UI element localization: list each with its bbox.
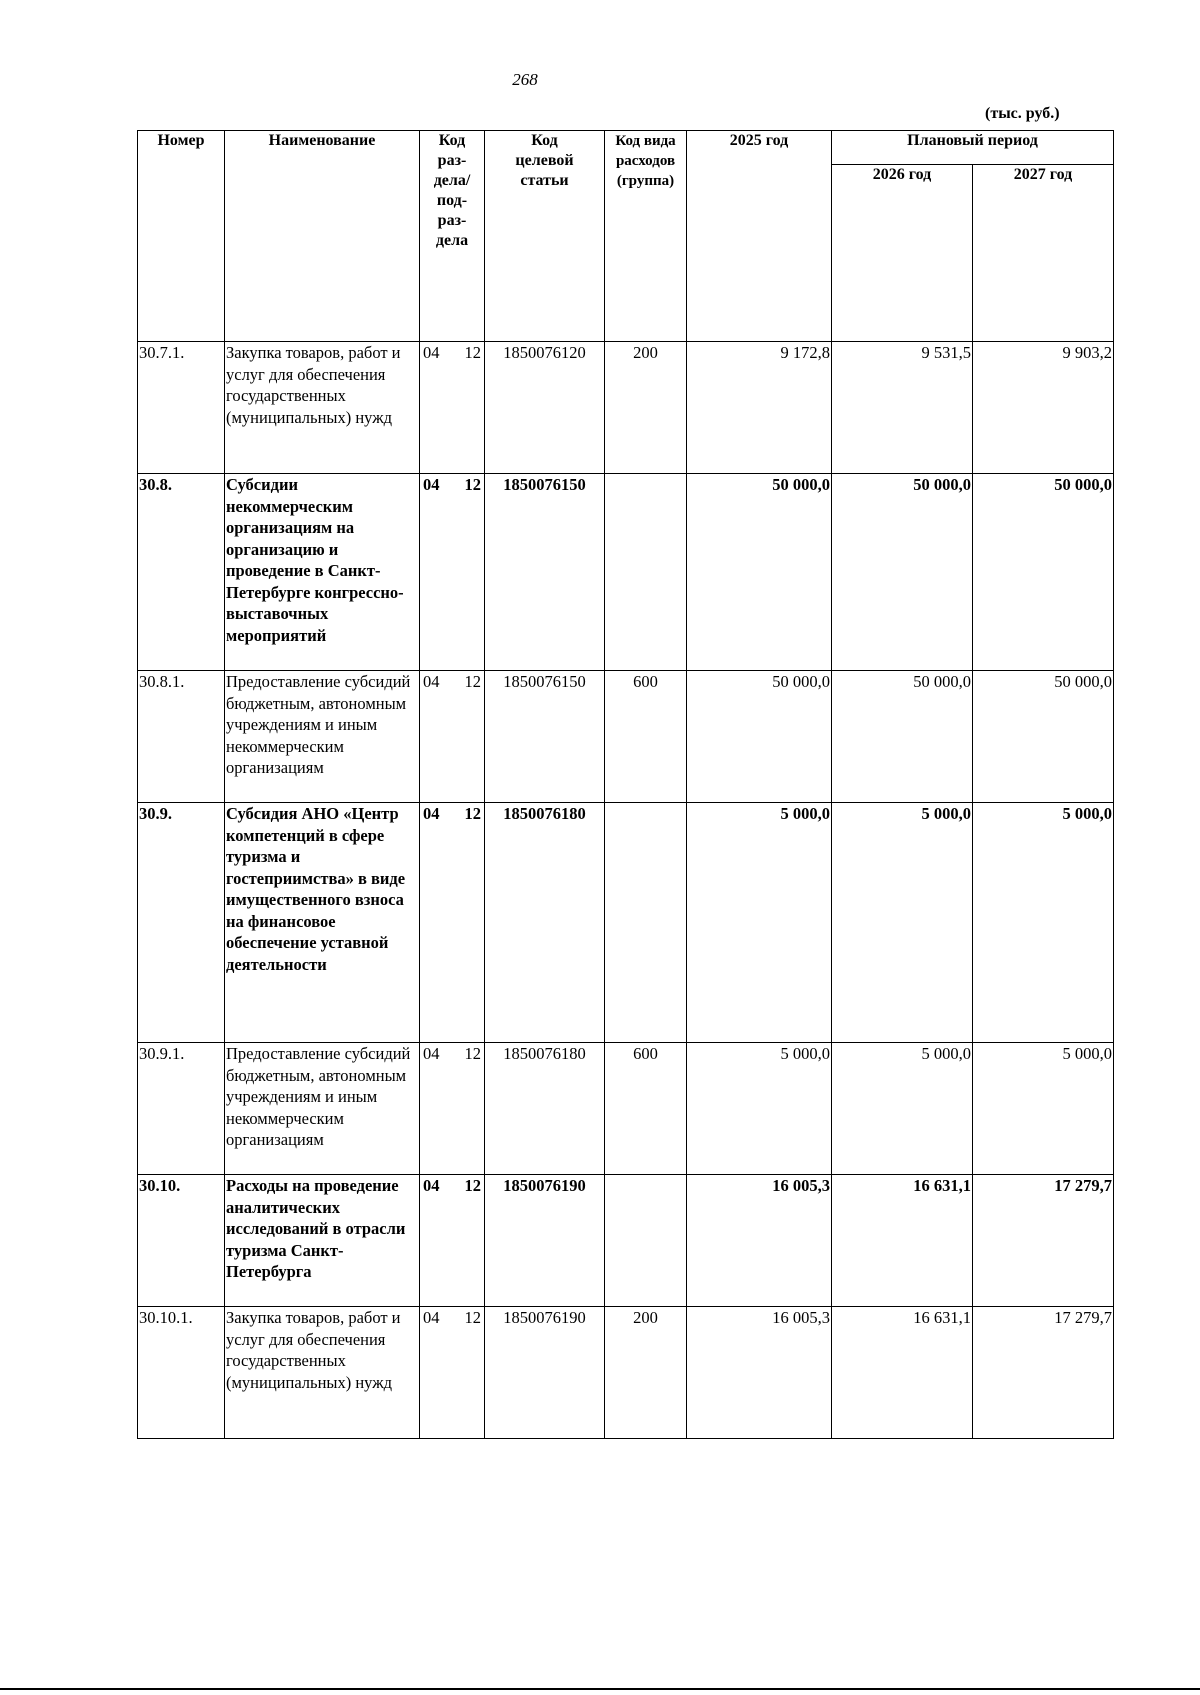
row-number: 30.9. — [138, 803, 225, 1043]
table-row — [138, 474, 1114, 671]
row-value-2026: 9 531,5 — [832, 342, 973, 474]
row-value-2025: 16 005,3 — [687, 1175, 832, 1307]
row-section-code — [420, 1043, 485, 1175]
row-value-2027: 17 279,7 — [973, 1307, 1114, 1439]
row-number: 30.9.1. — [138, 1043, 225, 1175]
page-bottom-border — [0, 1688, 1200, 1690]
header-2026: 2026 год — [832, 165, 973, 342]
row-value-2025: 50 000,0 — [687, 474, 832, 671]
row-value-2026: 50 000,0 — [832, 671, 973, 803]
row-number: 30.8. — [138, 474, 225, 671]
row-value-2027: 5 000,0 — [973, 803, 1114, 1043]
row-section-code — [420, 474, 485, 671]
header-planned-period: Плановый период — [832, 131, 1114, 165]
row-expense-kind — [605, 1175, 687, 1307]
header-2027: 2027 год — [973, 165, 1114, 342]
subsection-code: 12 — [464, 1044, 481, 1063]
row-target-code: 1850076120 — [485, 342, 605, 474]
row-section-code — [420, 671, 485, 803]
subsection-code: 12 — [464, 672, 481, 691]
row-target-code: 1850076190 — [485, 1307, 605, 1439]
row-name: Закупка товаров, работ и услуг для обеспечения государственных (муниципальных) нужд — [225, 342, 420, 474]
header-target-code: Код целевой статьи — [485, 131, 605, 342]
header-name: Наименование — [225, 131, 420, 342]
row-value-2025: 16 005,3 — [687, 1307, 832, 1439]
row-expense-kind: 200 — [605, 1307, 687, 1439]
row-value-2027: 50 000,0 — [973, 474, 1114, 671]
subsection-code: 12 — [464, 475, 481, 494]
row-section-code — [420, 1175, 485, 1307]
table-row — [138, 1175, 1114, 1307]
header-expense-kind: Код вида расходов (группа) — [605, 131, 687, 342]
section-code: 04 — [423, 1308, 440, 1327]
header-2025: 2025 год — [687, 131, 832, 342]
row-section-code — [420, 342, 485, 474]
row-value-2025: 9 172,8 — [687, 342, 832, 474]
row-target-code: 1850076180 — [485, 803, 605, 1043]
row-name: Расходы на проведение аналитических исследований в отрасли туризма Санкт-Петербурга — [225, 1175, 420, 1307]
row-expense-kind: 200 — [605, 342, 687, 474]
row-value-2025: 5 000,0 — [687, 803, 832, 1043]
row-name: Предоставление субсидий бюджетным, автономным учреждениям и иным некоммерческим организациям — [225, 671, 420, 803]
page-number: 268 — [512, 70, 538, 89]
section-code: 04 — [423, 1176, 440, 1195]
subsection-code: 12 — [464, 1176, 481, 1195]
row-expense-kind: 600 — [605, 1043, 687, 1175]
row-number: 30.7.1. — [138, 342, 225, 474]
row-value-2026: 5 000,0 — [832, 1043, 973, 1175]
row-name: Закупка товаров, работ и услуг для обеспечения государственных (муниципальных) нужд — [225, 1307, 420, 1439]
table-row — [138, 342, 1114, 474]
row-value-2027: 17 279,7 — [973, 1175, 1114, 1307]
row-target-code: 1850076190 — [485, 1175, 605, 1307]
section-code: 04 — [423, 804, 440, 823]
section-code: 04 — [423, 672, 440, 691]
row-expense-kind — [605, 803, 687, 1043]
section-code: 04 — [423, 475, 440, 494]
row-name: Субсидия АНО «Центр компетенций в сфере туризма и гостеприимства» в виде имущественного взноса на финансовое обеспечение уставной деятельности — [225, 803, 420, 1043]
table-row — [138, 803, 1114, 1043]
row-name: Предоставление субсидий бюджетным, автономным учреждениям и иным некоммерческим организациям — [225, 1043, 420, 1175]
table-row — [138, 1307, 1114, 1439]
row-number: 30.10. — [138, 1175, 225, 1307]
section-code: 04 — [423, 343, 440, 362]
row-target-code: 1850076150 — [485, 474, 605, 671]
row-value-2025: 50 000,0 — [687, 671, 832, 803]
row-value-2026: 50 000,0 — [832, 474, 973, 671]
row-number: 30.10.1. — [138, 1307, 225, 1439]
section-code: 04 — [423, 1044, 440, 1063]
row-expense-kind: 600 — [605, 671, 687, 803]
row-section-code — [420, 1307, 485, 1439]
row-target-code: 1850076150 — [485, 671, 605, 803]
units-label: (тыс. руб.) — [985, 105, 1060, 122]
row-number: 30.8.1. — [138, 671, 225, 803]
row-value-2026: 5 000,0 — [832, 803, 973, 1043]
subsection-code: 12 — [464, 343, 481, 362]
row-value-2027: 9 903,2 — [973, 342, 1114, 474]
row-section-code — [420, 803, 485, 1043]
budget-table — [137, 130, 1114, 1439]
row-value-2026: 16 631,1 — [832, 1175, 973, 1307]
table-row — [138, 1043, 1114, 1175]
row-expense-kind — [605, 474, 687, 671]
header-section-code: Код раз-дела/ под-раз-дела — [420, 131, 485, 342]
subsection-code: 12 — [464, 1308, 481, 1327]
row-target-code: 1850076180 — [485, 1043, 605, 1175]
row-name: Субсидии некоммерческим организациям на организацию и проведение в Санкт-Петербурге конгрессно-выставочных мероприятий — [225, 474, 420, 671]
row-value-2025: 5 000,0 — [687, 1043, 832, 1175]
header-number: Номер — [138, 131, 225, 342]
row-value-2026: 16 631,1 — [832, 1307, 973, 1439]
row-value-2027: 50 000,0 — [973, 671, 1114, 803]
subsection-code: 12 — [464, 804, 481, 823]
row-value-2027: 5 000,0 — [973, 1043, 1114, 1175]
table-row — [138, 671, 1114, 803]
